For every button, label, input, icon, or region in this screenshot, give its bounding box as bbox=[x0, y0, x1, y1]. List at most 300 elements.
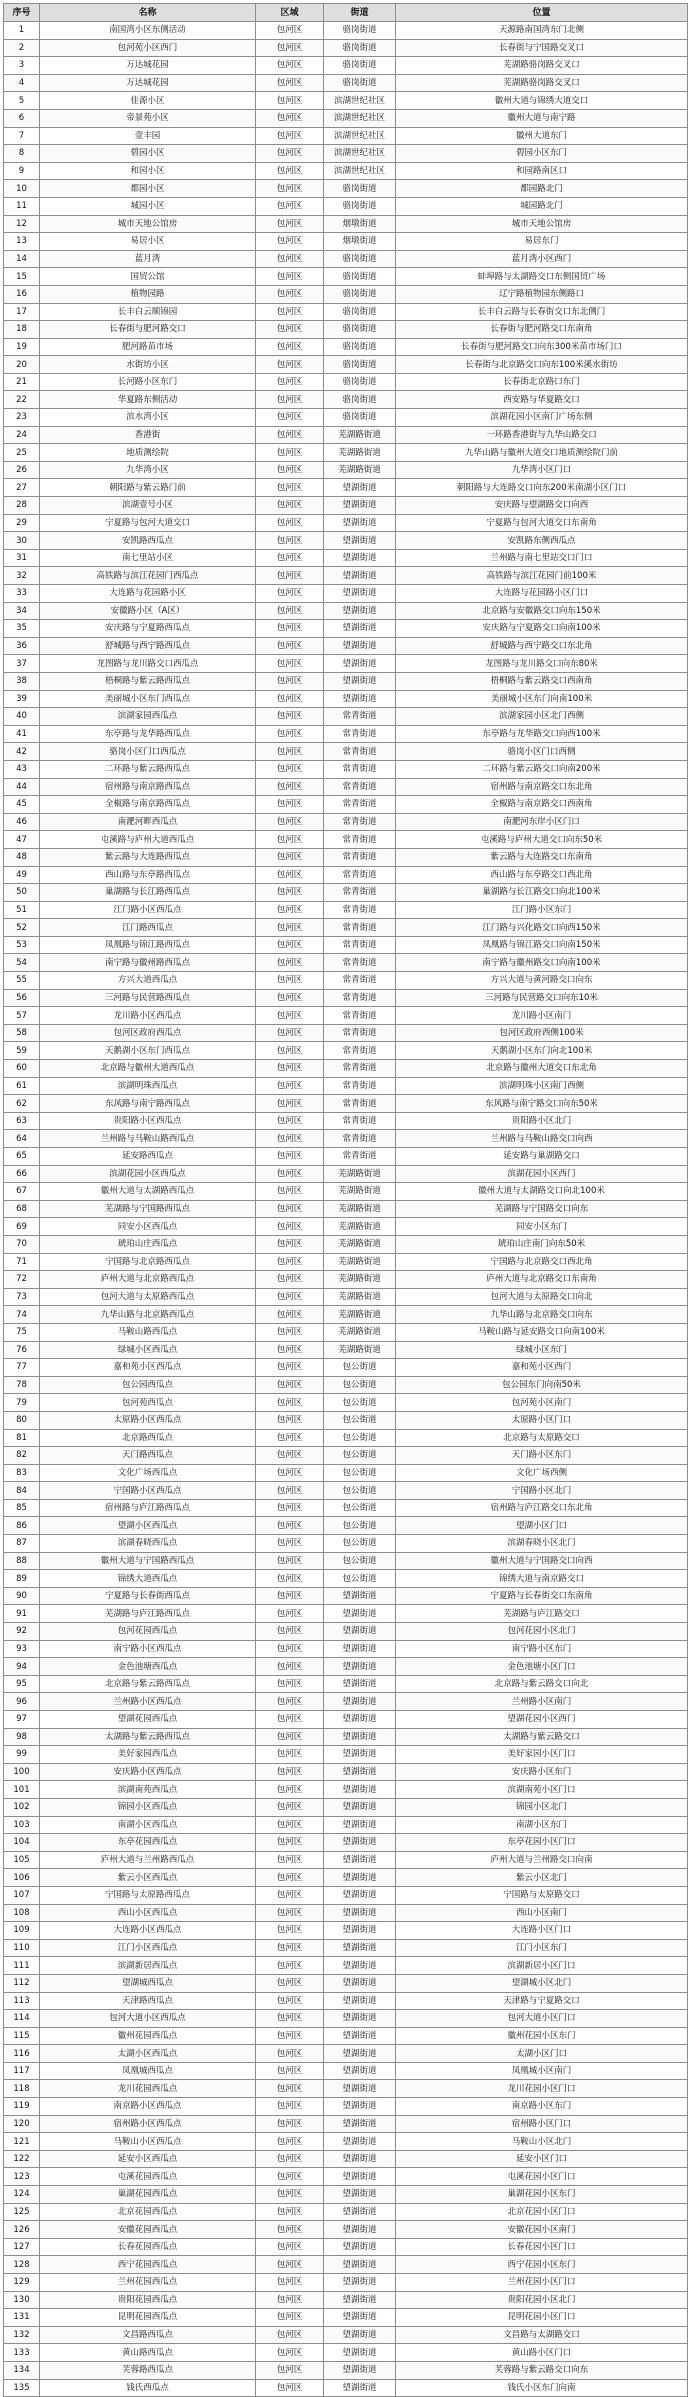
cell-street: 望湖街道 bbox=[324, 1869, 396, 1887]
cell-idx: 115 bbox=[4, 2027, 40, 2045]
cell-area: 包河区 bbox=[256, 1499, 324, 1517]
cell-street: 望湖街道 bbox=[324, 532, 396, 550]
table-row bbox=[4, 1587, 688, 1605]
cell-street: 望湖街道 bbox=[324, 2115, 396, 2133]
cell-name: 北京路与徽州大道西瓜点 bbox=[40, 1060, 256, 1078]
cell-street: 骆岗街道 bbox=[324, 268, 396, 286]
cell-idx: 63 bbox=[4, 1112, 40, 1130]
cell-name: 宿州路小区西瓜点 bbox=[40, 2115, 256, 2133]
cell-location: 马鞍山小区北门 bbox=[396, 2133, 688, 2151]
table-row bbox=[4, 1570, 688, 1588]
cell-location: 东风路与南宁路交口向东50米 bbox=[396, 1095, 688, 1113]
cell-idx: 28 bbox=[4, 497, 40, 515]
cell-location: 南宁路与徽州路交口向南100米 bbox=[396, 954, 688, 972]
cell-idx: 124 bbox=[4, 2186, 40, 2204]
cell-street: 骆岗街道 bbox=[324, 356, 396, 374]
cell-name: 锦园小区西瓜点 bbox=[40, 1798, 256, 1816]
cell-area: 包河区 bbox=[256, 127, 324, 145]
cell-location: 滨湖明珠小区南门西侧 bbox=[396, 1077, 688, 1095]
table-row bbox=[4, 109, 688, 127]
cell-name: 宿州路与南京路西瓜点 bbox=[40, 778, 256, 796]
cell-idx: 34 bbox=[4, 602, 40, 620]
cell-area: 包河区 bbox=[256, 866, 324, 884]
cell-location: 北京路与紫云路交口向北 bbox=[396, 1675, 688, 1693]
table-row bbox=[4, 1834, 688, 1852]
cell-location: 宿州路与庐江路交口东北角 bbox=[396, 1499, 688, 1517]
cell-name: 宁国路小区西瓜点 bbox=[40, 1482, 256, 1500]
cell-location: 望湖花园小区西门 bbox=[396, 1711, 688, 1729]
cell-idx: 30 bbox=[4, 532, 40, 550]
cell-idx: 91 bbox=[4, 1605, 40, 1623]
cell-street: 望湖街道 bbox=[324, 585, 396, 603]
cell-location: 西宁花园小区东门 bbox=[396, 2256, 688, 2274]
cell-name: 长春街与肥河路交口 bbox=[40, 321, 256, 339]
table-row bbox=[4, 1869, 688, 1887]
cell-location: 凤凰路与锦江路交口向南150米 bbox=[396, 936, 688, 954]
cell-street: 望湖街道 bbox=[324, 1781, 396, 1799]
cell-area: 包河区 bbox=[256, 92, 324, 110]
cell-name: 包河大道小区西瓜点 bbox=[40, 2010, 256, 2028]
cell-location: 宿州路小区门口 bbox=[396, 2115, 688, 2133]
cell-area: 包河区 bbox=[256, 1253, 324, 1271]
table-row bbox=[4, 1042, 688, 1060]
cell-name: 香港街 bbox=[40, 426, 256, 444]
cell-street: 常青街道 bbox=[324, 901, 396, 919]
cell-location: 兰州路与马鞍山路交口向西 bbox=[396, 1130, 688, 1148]
cell-location: 长春花园小区门口 bbox=[396, 2238, 688, 2256]
cell-location: 宁国路与北京路交口西北角 bbox=[396, 1253, 688, 1271]
cell-name: 国贸公馆 bbox=[40, 268, 256, 286]
cell-idx: 9 bbox=[4, 162, 40, 180]
table-row bbox=[4, 2115, 688, 2133]
table-row bbox=[4, 936, 688, 954]
cell-name: 骆岗小区门口西瓜点 bbox=[40, 743, 256, 761]
cell-name: 绿城小区西瓜点 bbox=[40, 1341, 256, 1359]
table-row bbox=[4, 1464, 688, 1482]
cell-area: 包河区 bbox=[256, 162, 324, 180]
cell-idx: 114 bbox=[4, 2010, 40, 2028]
cell-street: 包公街道 bbox=[324, 1552, 396, 1570]
cell-idx: 39 bbox=[4, 690, 40, 708]
cell-area: 包河区 bbox=[256, 39, 324, 57]
cell-idx: 8 bbox=[4, 145, 40, 163]
cell-street: 骆岗街道 bbox=[324, 197, 396, 215]
cell-area: 包河区 bbox=[256, 655, 324, 673]
cell-name: 宁夏路与长春街西瓜点 bbox=[40, 1587, 256, 1605]
cell-street: 骆岗街道 bbox=[324, 250, 396, 268]
cell-area: 包河区 bbox=[256, 2309, 324, 2327]
cell-idx: 81 bbox=[4, 1429, 40, 1447]
table-row bbox=[4, 1306, 688, 1324]
cell-street: 望湖街道 bbox=[324, 549, 396, 567]
cell-idx: 27 bbox=[4, 479, 40, 497]
cell-area: 包河区 bbox=[256, 2344, 324, 2362]
cell-area: 包河区 bbox=[256, 1746, 324, 1764]
table-row bbox=[4, 2256, 688, 2274]
table-row bbox=[4, 1112, 688, 1130]
cell-street: 望湖街道 bbox=[324, 672, 396, 690]
cell-location: 锦绣大道与南京路交口 bbox=[396, 1570, 688, 1588]
cell-location: 滨湖花园小区南门广场东侧 bbox=[396, 409, 688, 427]
cell-name: 芜湖路与宁国路西瓜点 bbox=[40, 1200, 256, 1218]
cell-area: 包河区 bbox=[256, 497, 324, 515]
cell-street: 常青街道 bbox=[324, 936, 396, 954]
cell-location: 长春街与宁国路交叉口 bbox=[396, 39, 688, 57]
cell-location: 安庆路与宁夏路交口向南100米 bbox=[396, 620, 688, 638]
cell-street: 常青街道 bbox=[324, 919, 396, 937]
cell-name: 滨湖南苑西瓜点 bbox=[40, 1781, 256, 1799]
cell-idx: 26 bbox=[4, 461, 40, 479]
cell-street: 望湖街道 bbox=[324, 1711, 396, 1729]
cell-location: 滨湖家园小区北门西侧 bbox=[396, 708, 688, 726]
cell-idx: 6 bbox=[4, 109, 40, 127]
cell-idx: 56 bbox=[4, 989, 40, 1007]
cell-area: 包河区 bbox=[256, 1447, 324, 1465]
cell-name: 大连路小区西瓜点 bbox=[40, 1922, 256, 1940]
table-row bbox=[4, 2098, 688, 2116]
cell-name: 东亭花园西瓜点 bbox=[40, 1834, 256, 1852]
cell-street: 滨湖世纪社区 bbox=[324, 127, 396, 145]
table-row bbox=[4, 1992, 688, 2010]
cell-idx: 134 bbox=[4, 2361, 40, 2379]
cell-area: 包河区 bbox=[256, 2115, 324, 2133]
cell-area: 包河区 bbox=[256, 514, 324, 532]
cell-street: 芜湖路街道 bbox=[324, 1253, 396, 1271]
cell-idx: 112 bbox=[4, 1974, 40, 1992]
cell-name: 舒城路与西宁路西瓜点 bbox=[40, 637, 256, 655]
table-row bbox=[4, 215, 688, 233]
cell-idx: 84 bbox=[4, 1482, 40, 1500]
cell-street: 包公街道 bbox=[324, 1482, 396, 1500]
cell-idx: 120 bbox=[4, 2115, 40, 2133]
cell-idx: 45 bbox=[4, 796, 40, 814]
cell-idx: 69 bbox=[4, 1218, 40, 1236]
table-row bbox=[4, 1323, 688, 1341]
cell-location: 碧园小区东门 bbox=[396, 145, 688, 163]
cell-idx: 12 bbox=[4, 215, 40, 233]
cell-street: 骆岗街道 bbox=[324, 321, 396, 339]
cell-area: 包河区 bbox=[256, 2168, 324, 2186]
table-row bbox=[4, 1411, 688, 1429]
cell-area: 包河区 bbox=[256, 1640, 324, 1658]
cell-location: 同安小区东门 bbox=[396, 1218, 688, 1236]
cell-area: 包河区 bbox=[256, 954, 324, 972]
table-row bbox=[4, 1359, 688, 1377]
cell-idx: 36 bbox=[4, 637, 40, 655]
cell-idx: 106 bbox=[4, 1869, 40, 1887]
cell-idx: 31 bbox=[4, 549, 40, 567]
cell-location: 长春街与北京路交口向东100米溪水街坊 bbox=[396, 356, 688, 374]
cell-idx: 57 bbox=[4, 1007, 40, 1025]
cell-idx: 66 bbox=[4, 1165, 40, 1183]
cell-name: 宁国路与太原路西瓜点 bbox=[40, 1886, 256, 1904]
cell-idx: 38 bbox=[4, 672, 40, 690]
cell-name: 江门小区西瓜点 bbox=[40, 1939, 256, 1957]
table-row bbox=[4, 1288, 688, 1306]
cell-area: 包河区 bbox=[256, 848, 324, 866]
header-location: 位置 bbox=[396, 4, 688, 22]
cell-idx: 107 bbox=[4, 1886, 40, 1904]
cell-street: 芜湖路街道 bbox=[324, 1235, 396, 1253]
cell-idx: 78 bbox=[4, 1376, 40, 1394]
table-row bbox=[4, 1218, 688, 1236]
cell-area: 包河区 bbox=[256, 1359, 324, 1377]
cell-name: 太原路小区西瓜点 bbox=[40, 1411, 256, 1429]
cell-location: 北京路与安徽路交口向东150米 bbox=[396, 602, 688, 620]
cell-idx: 14 bbox=[4, 250, 40, 268]
cell-name: 金色池塘西瓜点 bbox=[40, 1658, 256, 1676]
cell-name: 南七里站小区 bbox=[40, 549, 256, 567]
cell-location: 舒城路与西宁路交口东北角 bbox=[396, 637, 688, 655]
table-row bbox=[4, 1007, 688, 1025]
table-row bbox=[4, 1728, 688, 1746]
cell-location: 芜湖路与庐江路交口 bbox=[396, 1605, 688, 1623]
table-row bbox=[4, 1482, 688, 1500]
cell-idx: 130 bbox=[4, 2291, 40, 2309]
table-row bbox=[4, 373, 688, 391]
cell-street: 望湖街道 bbox=[324, 1798, 396, 1816]
cell-location: 城市天地公馆房 bbox=[396, 215, 688, 233]
cell-street: 芜湖路街道 bbox=[324, 461, 396, 479]
cell-name: 望湖城西瓜点 bbox=[40, 1974, 256, 1992]
cell-street: 常青街道 bbox=[324, 1007, 396, 1025]
cell-name: 天津路西瓜点 bbox=[40, 1992, 256, 2010]
cell-location: 长春街北京路口东门 bbox=[396, 373, 688, 391]
cell-street: 滨湖世纪社区 bbox=[324, 92, 396, 110]
cell-street: 骆岗街道 bbox=[324, 391, 396, 409]
cell-idx: 23 bbox=[4, 409, 40, 427]
table-row bbox=[4, 1798, 688, 1816]
cell-name: 宁夏路与包河大道交口 bbox=[40, 514, 256, 532]
cell-street: 常青街道 bbox=[324, 848, 396, 866]
cell-street: 骆岗街道 bbox=[324, 180, 396, 198]
cell-location: 龙川花园小区门口 bbox=[396, 2080, 688, 2098]
cell-name: 庐州大道与兰州路西瓜点 bbox=[40, 1851, 256, 1869]
cell-area: 包河区 bbox=[256, 1851, 324, 1869]
table-row bbox=[4, 760, 688, 778]
cell-location: 蚌埠路与太湖路交口东侧国贸广场 bbox=[396, 268, 688, 286]
table-row bbox=[4, 1886, 688, 1904]
cell-location: 芜湖路骆岗路交叉口 bbox=[396, 74, 688, 92]
cell-area: 包河区 bbox=[256, 321, 324, 339]
cell-street: 常青街道 bbox=[324, 778, 396, 796]
cell-area: 包河区 bbox=[256, 1693, 324, 1711]
cell-area: 包河区 bbox=[256, 215, 324, 233]
cell-location: 延安小区门口 bbox=[396, 2150, 688, 2168]
cell-name: 包河花园西瓜点 bbox=[40, 1623, 256, 1641]
cell-area: 包河区 bbox=[256, 1517, 324, 1535]
header-idx: 序号 bbox=[4, 4, 40, 22]
cell-location: 太原路小区门口 bbox=[396, 1411, 688, 1429]
cell-idx: 40 bbox=[4, 708, 40, 726]
cell-name: 贵阳路小区西瓜点 bbox=[40, 1112, 256, 1130]
table-row bbox=[4, 2379, 688, 2397]
table-row bbox=[4, 1499, 688, 1517]
cell-street: 常青街道 bbox=[324, 1077, 396, 1095]
cell-idx: 83 bbox=[4, 1464, 40, 1482]
cell-idx: 76 bbox=[4, 1341, 40, 1359]
cell-location: 马鞍山路与延安路交口向南100米 bbox=[396, 1323, 688, 1341]
cell-location: 宿州路与南京路交口东北角 bbox=[396, 778, 688, 796]
cell-idx: 52 bbox=[4, 919, 40, 937]
cell-idx: 127 bbox=[4, 2238, 40, 2256]
cell-name: 滨湖明珠西瓜点 bbox=[40, 1077, 256, 1095]
cell-area: 包河区 bbox=[256, 708, 324, 726]
cell-street: 望湖街道 bbox=[324, 2379, 396, 2397]
cell-area: 包河区 bbox=[256, 250, 324, 268]
cell-street: 望湖街道 bbox=[324, 2168, 396, 2186]
cell-location: 徽州大道东门 bbox=[396, 127, 688, 145]
cell-area: 包河区 bbox=[256, 796, 324, 814]
cell-name: 北京路西瓜点 bbox=[40, 1429, 256, 1447]
cell-area: 包河区 bbox=[256, 233, 324, 251]
cell-street: 常青街道 bbox=[324, 1148, 396, 1166]
cell-location: 贵阳路小区北门 bbox=[396, 1112, 688, 1130]
cell-name: 南宁路小区西瓜点 bbox=[40, 1640, 256, 1658]
table-row bbox=[4, 180, 688, 198]
cell-name: 西山路与东亭路西瓜点 bbox=[40, 866, 256, 884]
cell-street: 望湖街道 bbox=[324, 1693, 396, 1711]
cell-idx: 117 bbox=[4, 2062, 40, 2080]
cell-idx: 111 bbox=[4, 1957, 40, 1975]
cell-name: 南淝河畔西瓜点 bbox=[40, 813, 256, 831]
cell-idx: 129 bbox=[4, 2274, 40, 2292]
table-row bbox=[4, 1165, 688, 1183]
cell-street: 常青街道 bbox=[324, 989, 396, 1007]
cell-street: 望湖街道 bbox=[324, 655, 396, 673]
cell-idx: 103 bbox=[4, 1816, 40, 1834]
table-row bbox=[4, 1271, 688, 1289]
cell-street: 芜湖路街道 bbox=[324, 426, 396, 444]
cell-idx: 100 bbox=[4, 1763, 40, 1781]
cell-area: 包河区 bbox=[256, 2010, 324, 2028]
cell-street: 望湖街道 bbox=[324, 2274, 396, 2292]
cell-area: 包河区 bbox=[256, 884, 324, 902]
cell-idx: 44 bbox=[4, 778, 40, 796]
cell-street: 望湖街道 bbox=[324, 2291, 396, 2309]
table-row bbox=[4, 1148, 688, 1166]
cell-idx: 2 bbox=[4, 39, 40, 57]
cell-location: 北京花园小区门口 bbox=[396, 2203, 688, 2221]
cell-idx: 59 bbox=[4, 1042, 40, 1060]
table-row bbox=[4, 2274, 688, 2292]
cell-name: 文昌路西瓜点 bbox=[40, 2326, 256, 2344]
cell-area: 包河区 bbox=[256, 919, 324, 937]
cell-street: 包公街道 bbox=[324, 1464, 396, 1482]
cell-location: 包河苑小区南门 bbox=[396, 1394, 688, 1412]
cell-street: 望湖街道 bbox=[324, 1851, 396, 1869]
cell-area: 包河区 bbox=[256, 1042, 324, 1060]
cell-name: 佳源小区 bbox=[40, 92, 256, 110]
table-row bbox=[4, 1235, 688, 1253]
cell-location: 都园路北门 bbox=[396, 180, 688, 198]
cell-area: 包河区 bbox=[256, 2080, 324, 2098]
cell-idx: 35 bbox=[4, 620, 40, 638]
cell-area: 包河区 bbox=[256, 1957, 324, 1975]
cell-street: 骆岗街道 bbox=[324, 409, 396, 427]
cell-name: 宿州路与庐江路西瓜点 bbox=[40, 1499, 256, 1517]
cell-location: 钱氏小区东门向南 bbox=[396, 2379, 688, 2397]
cell-idx: 16 bbox=[4, 285, 40, 303]
cell-name: 都园小区 bbox=[40, 180, 256, 198]
cell-name: 琥珀山庄西瓜点 bbox=[40, 1235, 256, 1253]
cell-street: 望湖街道 bbox=[324, 2133, 396, 2151]
header-area: 区域 bbox=[256, 4, 324, 22]
cell-idx: 85 bbox=[4, 1499, 40, 1517]
cell-idx: 58 bbox=[4, 1024, 40, 1042]
cell-location: 长春街与肥河路交口东南角 bbox=[396, 321, 688, 339]
cell-street: 望湖街道 bbox=[324, 1974, 396, 1992]
cell-name: 延安小区西瓜点 bbox=[40, 2150, 256, 2168]
cell-area: 包河区 bbox=[256, 1271, 324, 1289]
cell-area: 包河区 bbox=[256, 1429, 324, 1447]
cell-name: 安庆路与宁夏路西瓜点 bbox=[40, 620, 256, 638]
cell-location: 骆岗小区门口西侧 bbox=[396, 743, 688, 761]
cell-area: 包河区 bbox=[256, 1464, 324, 1482]
table-row bbox=[4, 1183, 688, 1201]
cell-name: 东亭路与龙华路西瓜点 bbox=[40, 725, 256, 743]
table-row bbox=[4, 303, 688, 321]
cell-location: 昆明花园小区门口 bbox=[396, 2309, 688, 2327]
cell-name: 美丽城小区东门西瓜点 bbox=[40, 690, 256, 708]
cell-location: 贵阳花园小区北门 bbox=[396, 2291, 688, 2309]
cell-area: 包河区 bbox=[256, 672, 324, 690]
cell-area: 包河区 bbox=[256, 1763, 324, 1781]
cell-location: 天门路小区东门 bbox=[396, 1447, 688, 1465]
cell-location: 太湖路与紫云路交口 bbox=[396, 1728, 688, 1746]
cell-location: 南宁路小区东门 bbox=[396, 1640, 688, 1658]
cell-area: 包河区 bbox=[256, 1148, 324, 1166]
cell-street: 常青街道 bbox=[324, 884, 396, 902]
cell-name: 江门路小区西瓜点 bbox=[40, 901, 256, 919]
cell-area: 包河区 bbox=[256, 2150, 324, 2168]
cell-location: 西山小区南门 bbox=[396, 1904, 688, 1922]
cell-idx: 80 bbox=[4, 1411, 40, 1429]
cell-location: 包公园东门向南50米 bbox=[396, 1376, 688, 1394]
cell-area: 包河区 bbox=[256, 532, 324, 550]
cell-location: 方兴大道与黄河路交口向东 bbox=[396, 972, 688, 990]
cell-location: 芜湖路骆岗路交叉口 bbox=[396, 57, 688, 75]
cell-area: 包河区 bbox=[256, 338, 324, 356]
cell-location: 龙图路与龙川路交口向东80米 bbox=[396, 655, 688, 673]
cell-idx: 77 bbox=[4, 1359, 40, 1377]
cell-name: 兰州路小区西瓜点 bbox=[40, 1693, 256, 1711]
cell-idx: 68 bbox=[4, 1200, 40, 1218]
cell-idx: 18 bbox=[4, 321, 40, 339]
cell-area: 包河区 bbox=[256, 1411, 324, 1429]
cell-name: 安徽花园西瓜点 bbox=[40, 2221, 256, 2239]
cell-area: 包河区 bbox=[256, 936, 324, 954]
cell-area: 包河区 bbox=[256, 1535, 324, 1553]
cell-street: 骆岗街道 bbox=[324, 22, 396, 40]
cell-name: 地质测绘院 bbox=[40, 444, 256, 462]
cell-area: 包河区 bbox=[256, 2186, 324, 2204]
cell-idx: 5 bbox=[4, 92, 40, 110]
cell-location: 大连路小区门口 bbox=[396, 1922, 688, 1940]
cell-street: 望湖街道 bbox=[324, 514, 396, 532]
cell-street: 包公街道 bbox=[324, 1359, 396, 1377]
cell-location: 金色池塘小区门口 bbox=[396, 1658, 688, 1676]
cell-name: 凤凰城西瓜点 bbox=[40, 2062, 256, 2080]
table-row bbox=[4, 1517, 688, 1535]
cell-street: 望湖街道 bbox=[324, 1763, 396, 1781]
cell-idx: 42 bbox=[4, 743, 40, 761]
cell-street: 常青街道 bbox=[324, 708, 396, 726]
cell-street: 望湖街道 bbox=[324, 1992, 396, 2010]
cell-location: 三河路与民营路交口向东10米 bbox=[396, 989, 688, 1007]
table-row bbox=[4, 1675, 688, 1693]
table-row bbox=[4, 22, 688, 40]
